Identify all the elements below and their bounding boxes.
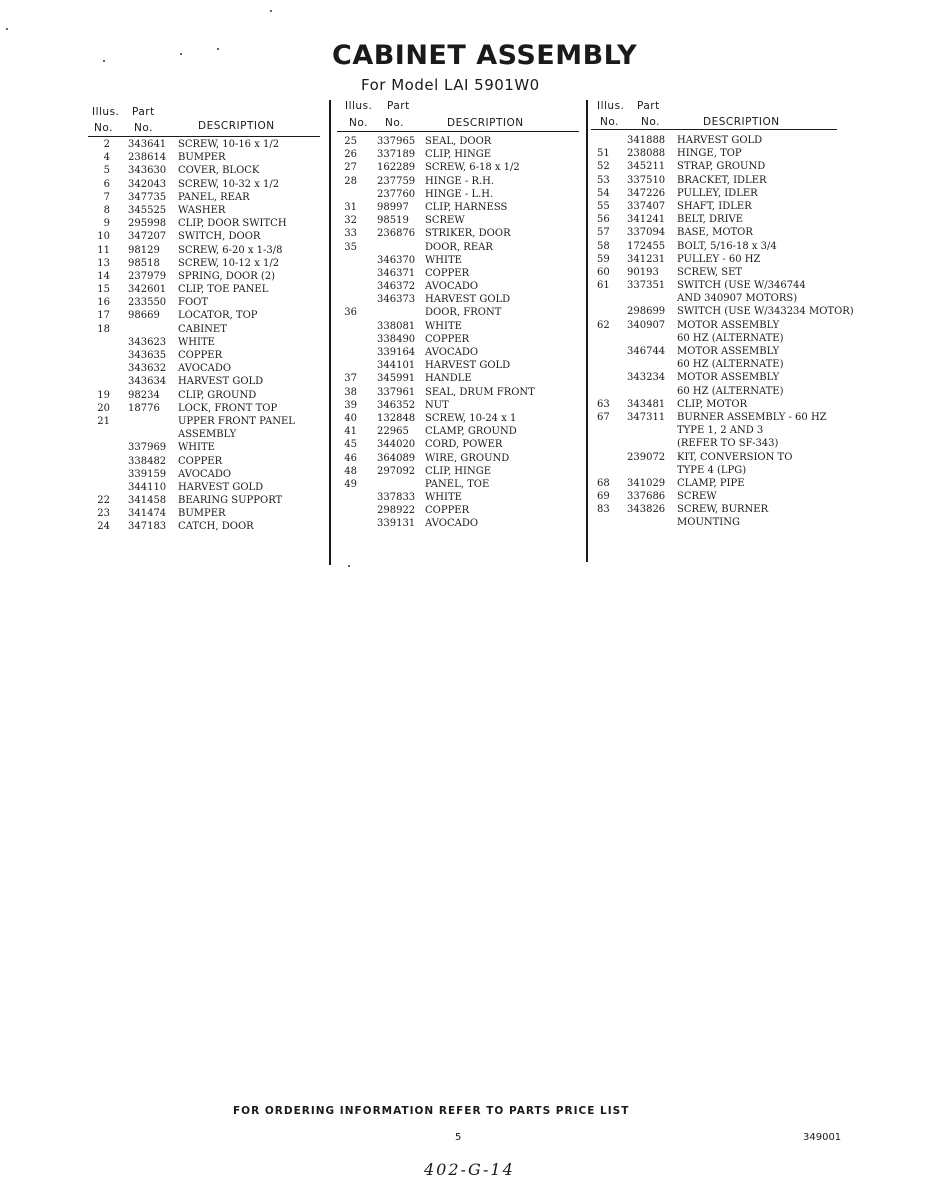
part-description: SCREW, 10-32 x 1/2 xyxy=(178,178,280,190)
part-number: 339159 xyxy=(128,468,167,480)
part-number: 343826 xyxy=(627,504,666,516)
illus-number: 46 xyxy=(344,452,357,464)
part-description: AVOCADO xyxy=(178,468,232,480)
part-description: SCREW xyxy=(425,215,465,227)
illus-number: 61 xyxy=(597,280,610,292)
part-number: 341888 xyxy=(627,135,666,146)
header-part-bottom: No. xyxy=(641,116,660,128)
part-number: 98997 xyxy=(377,201,409,213)
part-number: 347226 xyxy=(627,187,666,199)
part-description: LOCATOR, TOP xyxy=(178,310,258,322)
part-number: 344110 xyxy=(128,481,167,493)
part-number: 343632 xyxy=(128,363,167,375)
part-description: CLIP, TOE PANEL xyxy=(178,284,269,296)
part-description: CATCH, DOOR xyxy=(178,521,254,533)
part-description: CLAMP, GROUND xyxy=(425,426,517,438)
part-number: 295998 xyxy=(128,218,167,230)
part-number: 233550 xyxy=(128,297,167,309)
part-description: ASSEMBLY xyxy=(178,429,237,441)
header-illus-top: Illus. xyxy=(597,100,625,112)
part-description: SWITCH (USE W/343234 MOTOR) xyxy=(677,306,854,318)
part-number: 337686 xyxy=(627,491,666,503)
part-number: 339131 xyxy=(377,518,416,530)
part-description: BOLT, 5/16-18 x 3/4 xyxy=(677,240,777,252)
part-description: CLAMP, PIPE xyxy=(677,477,745,489)
part-number: 341231 xyxy=(627,253,666,265)
part-number: 343623 xyxy=(128,336,167,348)
part-description: HANDLE xyxy=(425,373,472,385)
header-part-top: Part xyxy=(132,106,155,118)
part-description: AND 340907 MOTORS) xyxy=(677,293,798,305)
illus-number: 45 xyxy=(344,439,357,451)
part-number: 343635 xyxy=(128,350,167,361)
part-description: 60 HZ (ALTERNATE) xyxy=(677,385,784,397)
part-number: 341458 xyxy=(128,495,167,507)
part-number: 239072 xyxy=(627,451,666,463)
illus-number: 40 xyxy=(344,412,357,424)
part-description: AVOCADO xyxy=(425,347,479,358)
part-number: 337351 xyxy=(627,280,666,292)
part-number: 98669 xyxy=(128,310,160,322)
illus-number: 48 xyxy=(344,465,357,477)
part-description: MOTOR ASSEMBLY xyxy=(677,346,780,357)
part-number: 337965 xyxy=(377,136,416,147)
part-number: 22965 xyxy=(377,426,409,438)
part-description: HARVEST GOLD xyxy=(677,135,763,146)
scan-speck xyxy=(270,10,272,12)
part-description: SCREW, BURNER xyxy=(677,504,769,516)
header-illus-bottom: No. xyxy=(349,117,368,129)
header-description: DESCRIPTION xyxy=(198,120,275,132)
illus-number: 38 xyxy=(344,386,357,398)
part-description: WHITE xyxy=(178,336,215,348)
illus-number: 56 xyxy=(597,214,610,226)
part-description: DOOR, REAR xyxy=(425,241,493,253)
part-number: 162289 xyxy=(377,162,416,174)
part-description: PULLEY - 60 HZ xyxy=(677,253,761,265)
part-description: BRACKET, IDLER xyxy=(677,174,767,186)
illus-number: 11 xyxy=(97,244,110,256)
header-part-top: Part xyxy=(387,100,410,112)
part-description: SEAL, DRUM FRONT xyxy=(425,386,535,398)
illus-number: 51 xyxy=(597,148,610,160)
illus-number: 26 xyxy=(344,149,357,161)
part-number: 337961 xyxy=(377,386,416,398)
scan-speck xyxy=(217,48,219,50)
illus-number: 16 xyxy=(97,297,110,309)
part-description: HINGE - L.H. xyxy=(425,188,494,200)
illus-number: 5 xyxy=(103,165,110,177)
part-description: WHITE xyxy=(178,442,215,454)
illus-number: 35 xyxy=(344,241,357,253)
header-illus-bottom: No. xyxy=(94,122,113,134)
page-title: CABINET ASSEMBLY xyxy=(332,40,638,71)
part-description: MOUNTING xyxy=(677,517,740,529)
part-description: SCREW, 6-18 x 1/2 xyxy=(425,162,520,174)
illus-number: 4 xyxy=(103,152,110,164)
part-number: 236876 xyxy=(377,228,416,240)
part-description: SHAFT, IDLER xyxy=(677,200,752,212)
illus-number: 24 xyxy=(97,521,110,533)
part-number: 297092 xyxy=(377,465,416,477)
illus-number: 62 xyxy=(597,319,610,331)
part-description: CLIP, HINGE xyxy=(425,149,492,161)
part-description: COPPER xyxy=(178,455,223,467)
header-illus-bottom: No. xyxy=(600,116,619,128)
part-description: PANEL, TOE xyxy=(425,478,490,490)
scan-speck xyxy=(103,60,105,62)
part-description: (REFER TO SF-343) xyxy=(677,438,779,450)
part-number: 237979 xyxy=(128,270,167,282)
part-number: 238614 xyxy=(128,152,167,164)
part-number: 344101 xyxy=(377,360,416,372)
part-number: 337094 xyxy=(627,227,666,239)
part-description: SCREW, 10-12 x 1/2 xyxy=(178,257,280,269)
part-description: NUT xyxy=(425,399,449,411)
part-description: SCREW, 10-24 x 1 xyxy=(425,412,517,424)
header-rule xyxy=(337,131,579,132)
part-description: BELT, DRIVE xyxy=(677,214,744,226)
illus-number: 32 xyxy=(344,215,357,227)
part-description: HARVEST GOLD xyxy=(425,360,511,372)
part-number: 132848 xyxy=(377,412,416,424)
illus-number: 20 xyxy=(97,402,110,414)
part-number: 342043 xyxy=(128,178,167,190)
column-divider-1 xyxy=(329,100,331,565)
header-illus-top: Illus. xyxy=(345,100,373,112)
part-description: HINGE, TOP xyxy=(677,148,742,160)
part-number: 337833 xyxy=(377,492,416,504)
header-illus-top: Illus. xyxy=(92,106,120,118)
illus-number: 13 xyxy=(97,257,110,269)
illus-number: 67 xyxy=(597,411,610,423)
illus-number: 7 xyxy=(103,191,110,203)
illus-number: 27 xyxy=(344,162,357,174)
part-number: 347207 xyxy=(128,231,167,243)
part-description: WHITE xyxy=(425,320,462,332)
part-number: 346371 xyxy=(377,267,416,279)
illus-number: 25 xyxy=(344,136,357,147)
part-description: FOOT xyxy=(178,297,209,309)
part-description: BASE, MOTOR xyxy=(677,227,753,239)
part-number: 237759 xyxy=(377,175,416,187)
header-part-bottom: No. xyxy=(385,117,404,129)
part-number: 346352 xyxy=(377,399,416,411)
illus-number: 41 xyxy=(344,426,357,438)
illus-number: 17 xyxy=(97,310,110,322)
illus-number: 59 xyxy=(597,253,610,265)
illus-number: 69 xyxy=(597,491,610,503)
part-number: 18776 xyxy=(128,402,160,414)
part-description: SCREW, 6-20 x 1-3/8 xyxy=(178,244,283,256)
illus-number: 60 xyxy=(597,266,610,278)
illus-number: 63 xyxy=(597,398,610,410)
part-description: BUMPER xyxy=(178,508,226,520)
illus-number: 14 xyxy=(97,270,110,282)
part-number: 343481 xyxy=(627,398,666,410)
part-description: HARVEST GOLD xyxy=(425,294,511,306)
illus-number: 21 xyxy=(97,415,110,427)
part-number: 343641 xyxy=(128,139,167,150)
part-description: 60 HZ (ALTERNATE) xyxy=(677,332,784,344)
part-number: 341474 xyxy=(128,508,167,520)
illus-number: 18 xyxy=(97,323,110,335)
page-number: 5 xyxy=(455,1132,462,1143)
illus-number: 10 xyxy=(97,231,110,243)
illus-number: 9 xyxy=(103,218,110,230)
part-number: 338482 xyxy=(128,455,167,467)
part-description: MOTOR ASSEMBLY xyxy=(677,319,780,331)
part-number: 172455 xyxy=(627,240,666,252)
part-number: 347735 xyxy=(128,191,167,203)
part-description: CLIP, DOOR SWITCH xyxy=(178,218,287,230)
part-description: COPPER xyxy=(425,333,470,345)
part-description: BURNER ASSEMBLY - 60 HZ xyxy=(677,411,827,423)
scan-speck xyxy=(6,28,8,30)
illus-number: 83 xyxy=(597,504,610,516)
illus-number: 31 xyxy=(344,201,357,213)
part-number: 298699 xyxy=(627,306,666,318)
part-description: BEARING SUPPORT xyxy=(178,495,283,507)
part-number: 364089 xyxy=(377,452,416,464)
part-description: SWITCH, DOOR xyxy=(178,231,261,243)
part-number: 238088 xyxy=(627,148,666,160)
part-description: LOCK, FRONT TOP xyxy=(178,402,278,414)
part-number: 338490 xyxy=(377,333,416,345)
illus-number: 2 xyxy=(103,139,110,150)
illus-number: 49 xyxy=(344,478,357,490)
part-description: PULLEY, IDLER xyxy=(677,187,758,199)
part-number: 346373 xyxy=(377,294,416,306)
part-description: AVOCADO xyxy=(178,363,232,375)
part-description: MOTOR ASSEMBLY xyxy=(677,372,780,384)
part-description: SCREW, SET xyxy=(677,266,743,278)
illus-number: 68 xyxy=(597,477,610,489)
illus-number: 53 xyxy=(597,174,610,186)
illus-number: 33 xyxy=(344,228,357,240)
part-description: COPPER xyxy=(425,267,470,279)
column-divider-2 xyxy=(586,100,588,562)
part-number: 343634 xyxy=(128,376,167,388)
part-number: 337189 xyxy=(377,149,416,161)
part-description: BUMPER xyxy=(178,152,226,164)
part-number: 338081 xyxy=(377,320,416,332)
part-description: PANEL, REAR xyxy=(178,191,250,203)
header-rule xyxy=(88,136,320,137)
illus-number: 28 xyxy=(344,175,357,187)
part-description: STRIKER, DOOR xyxy=(425,228,511,240)
part-number: 343234 xyxy=(627,372,666,384)
illus-number: 22 xyxy=(97,495,110,507)
illus-number: 54 xyxy=(597,187,610,199)
part-number: 342601 xyxy=(128,284,167,296)
illus-number: 36 xyxy=(344,307,357,319)
part-description: COVER, BLOCK xyxy=(178,165,260,177)
illus-number: 57 xyxy=(597,227,610,239)
part-description: TYPE 1, 2 AND 3 xyxy=(677,425,764,437)
handwritten-note: 402-G-14 xyxy=(424,1160,515,1179)
part-number: 237760 xyxy=(377,188,416,200)
header-part-top: Part xyxy=(637,100,660,112)
part-number: 346372 xyxy=(377,281,416,293)
header-rule xyxy=(591,129,837,130)
illus-number: 8 xyxy=(103,204,110,216)
part-description: AVOCADO xyxy=(425,518,479,530)
part-number: 340907 xyxy=(627,319,666,331)
part-description: TYPE 4 (LPG) xyxy=(677,464,747,476)
part-description: SEAL, DOOR xyxy=(425,136,492,147)
part-number: 341029 xyxy=(627,477,666,489)
part-description: HINGE - R.H. xyxy=(425,175,495,187)
part-number: 345211 xyxy=(627,161,666,173)
model-subtitle: For Model LAI 5901W0 xyxy=(361,76,540,94)
part-description: CLIP, GROUND xyxy=(178,389,257,401)
part-description: HARVEST GOLD xyxy=(178,481,264,493)
illus-number: 58 xyxy=(597,240,610,252)
scan-speck xyxy=(348,565,350,567)
part-description: DOOR, FRONT xyxy=(425,307,502,319)
part-description: UPPER FRONT PANEL xyxy=(178,415,295,427)
part-number: 98518 xyxy=(128,257,160,269)
header-description: DESCRIPTION xyxy=(447,117,524,129)
part-number: 337510 xyxy=(627,174,666,186)
part-number: 98129 xyxy=(128,244,160,256)
part-number: 346370 xyxy=(377,254,416,266)
part-number: 337407 xyxy=(627,200,666,212)
part-description: WHITE xyxy=(425,254,462,266)
illus-number: 15 xyxy=(97,284,110,296)
part-description: CABINET xyxy=(178,323,227,335)
illus-number: 23 xyxy=(97,508,110,520)
part-number: 90193 xyxy=(627,266,659,278)
illus-number: 19 xyxy=(97,389,110,401)
illus-number: 39 xyxy=(344,399,357,411)
part-number: 341241 xyxy=(627,214,666,226)
part-number: 339164 xyxy=(377,347,416,358)
part-number: 347183 xyxy=(128,521,167,533)
header-part-bottom: No. xyxy=(134,122,153,134)
part-number: 345525 xyxy=(128,204,167,216)
part-description: CORD, POWER xyxy=(425,439,503,451)
part-description: WASHER xyxy=(178,204,226,216)
part-description: WHITE xyxy=(425,492,462,504)
part-description: SWITCH (USE W/346744 xyxy=(677,280,806,292)
part-description: COPPER xyxy=(425,505,470,517)
part-description: CLIP, HARNESS xyxy=(425,201,508,213)
part-description: SCREW xyxy=(677,491,717,503)
ordering-info-footer: FOR ORDERING INFORMATION REFER TO PARTS PRICE LIST xyxy=(233,1105,630,1117)
part-description: CLIP, HINGE xyxy=(425,465,492,477)
part-description: STRAP, GROUND xyxy=(677,161,766,173)
scan-speck xyxy=(180,53,182,55)
part-number: 344020 xyxy=(377,439,416,451)
part-number: 345991 xyxy=(377,373,416,385)
header-description: DESCRIPTION xyxy=(703,116,780,128)
part-description: CLIP, MOTOR xyxy=(677,398,748,410)
document-number: 349001 xyxy=(803,1132,842,1143)
part-description: AVOCADO xyxy=(425,281,479,293)
illus-number: 6 xyxy=(103,178,110,190)
part-description: WIRE, GROUND xyxy=(425,452,510,464)
part-description: SPRING, DOOR (2) xyxy=(178,270,276,282)
illus-number: 52 xyxy=(597,161,610,173)
illus-number: 37 xyxy=(344,373,357,385)
part-number: 98234 xyxy=(128,389,160,401)
part-description: KIT, CONVERSION TO xyxy=(677,451,793,463)
part-number: 337969 xyxy=(128,442,167,454)
part-description: HARVEST GOLD xyxy=(178,376,264,388)
part-number: 347311 xyxy=(627,411,666,423)
part-description: 60 HZ (ALTERNATE) xyxy=(677,359,784,371)
part-number: 343630 xyxy=(128,165,167,177)
part-number: 298922 xyxy=(377,505,416,517)
part-description: SCREW, 10-16 x 1/2 xyxy=(178,139,280,150)
part-description: COPPER xyxy=(178,350,223,361)
part-number: 98519 xyxy=(377,215,409,227)
illus-number: 55 xyxy=(597,200,610,212)
part-number: 346744 xyxy=(627,346,666,357)
